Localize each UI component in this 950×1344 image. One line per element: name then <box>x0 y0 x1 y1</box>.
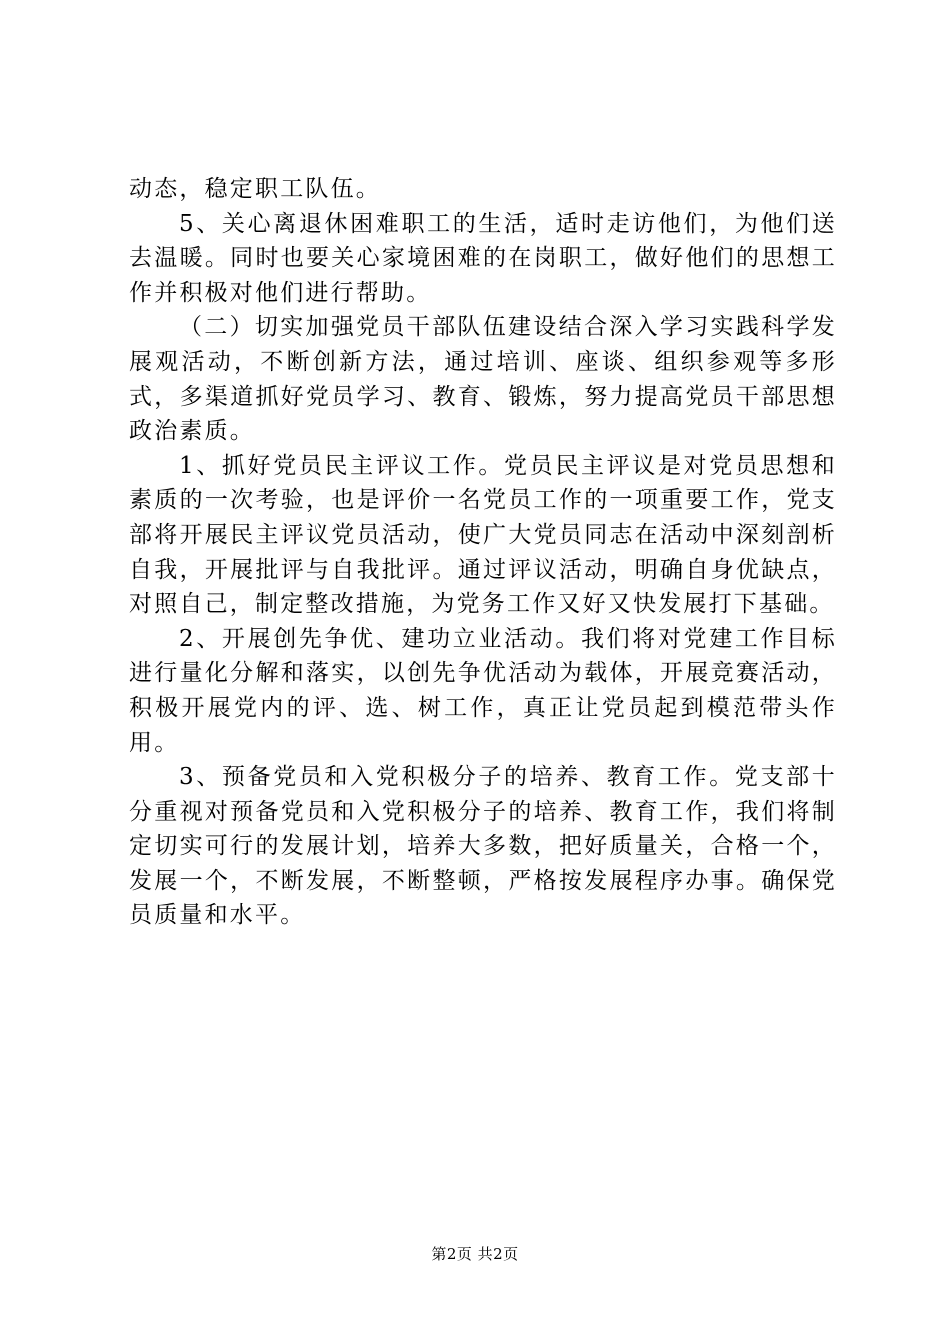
paragraph-item-5: 5、关心离退休困难职工的生活，适时走访他们，为他们送去温暖。同时也要关心家境困难的在岗职工，做好他们的思想工作并积极对他们进行帮助。 <box>129 210 837 306</box>
paragraph-item-3: 3、预备党员和入党积极分子的培养、教育工作。党支部十分重视对预备党员和入党积极分子的培养、教育工作，我们将制定切实可行的发展计划，培养大多数，把好质量关，合格一个，发展一个，不断发展，不断整顿，严格按发展程序办事。确保党员质量和水平。 <box>129 764 837 929</box>
page-footer: 第2页 共2页 <box>431 1245 519 1263</box>
document-body <box>129 172 837 933</box>
paragraph-section-2: （二）切实加强党员干部队伍建设结合深入学习实践科学发展观活动，不断创新方法，通过培训、座谈、组织参观等多形式，多渠道抓好党员学习、教育、锻炼，努力提高党员干部思想政治素质。 <box>129 314 837 445</box>
paragraph-continuation: 动态，稳定职工队伍。 <box>129 176 381 202</box>
paragraph-item-2: 2、开展创先争优、建功立业活动。我们将对党建工作目标进行量化分解和落实，以创先争优活动为载体，开展竞赛活动，积极开展党内的评、选、树工作，真正让党员起到模范带头作用。 <box>129 625 837 756</box>
paragraph-item-1: 1、抓好党员民主评议工作。党员民主评议是对党员思想和素质的一次考验，也是评价一名党员工作的一项重要工作，党支部将开展民主评议党员活动，使广大党员同志在活动中深刻剖析自我，开展批评与自我批评。通过评议活动，明确自身优缺点，对照自己，制定整改措施，为党务工作又好又快发展打下基础。 <box>129 452 837 618</box>
